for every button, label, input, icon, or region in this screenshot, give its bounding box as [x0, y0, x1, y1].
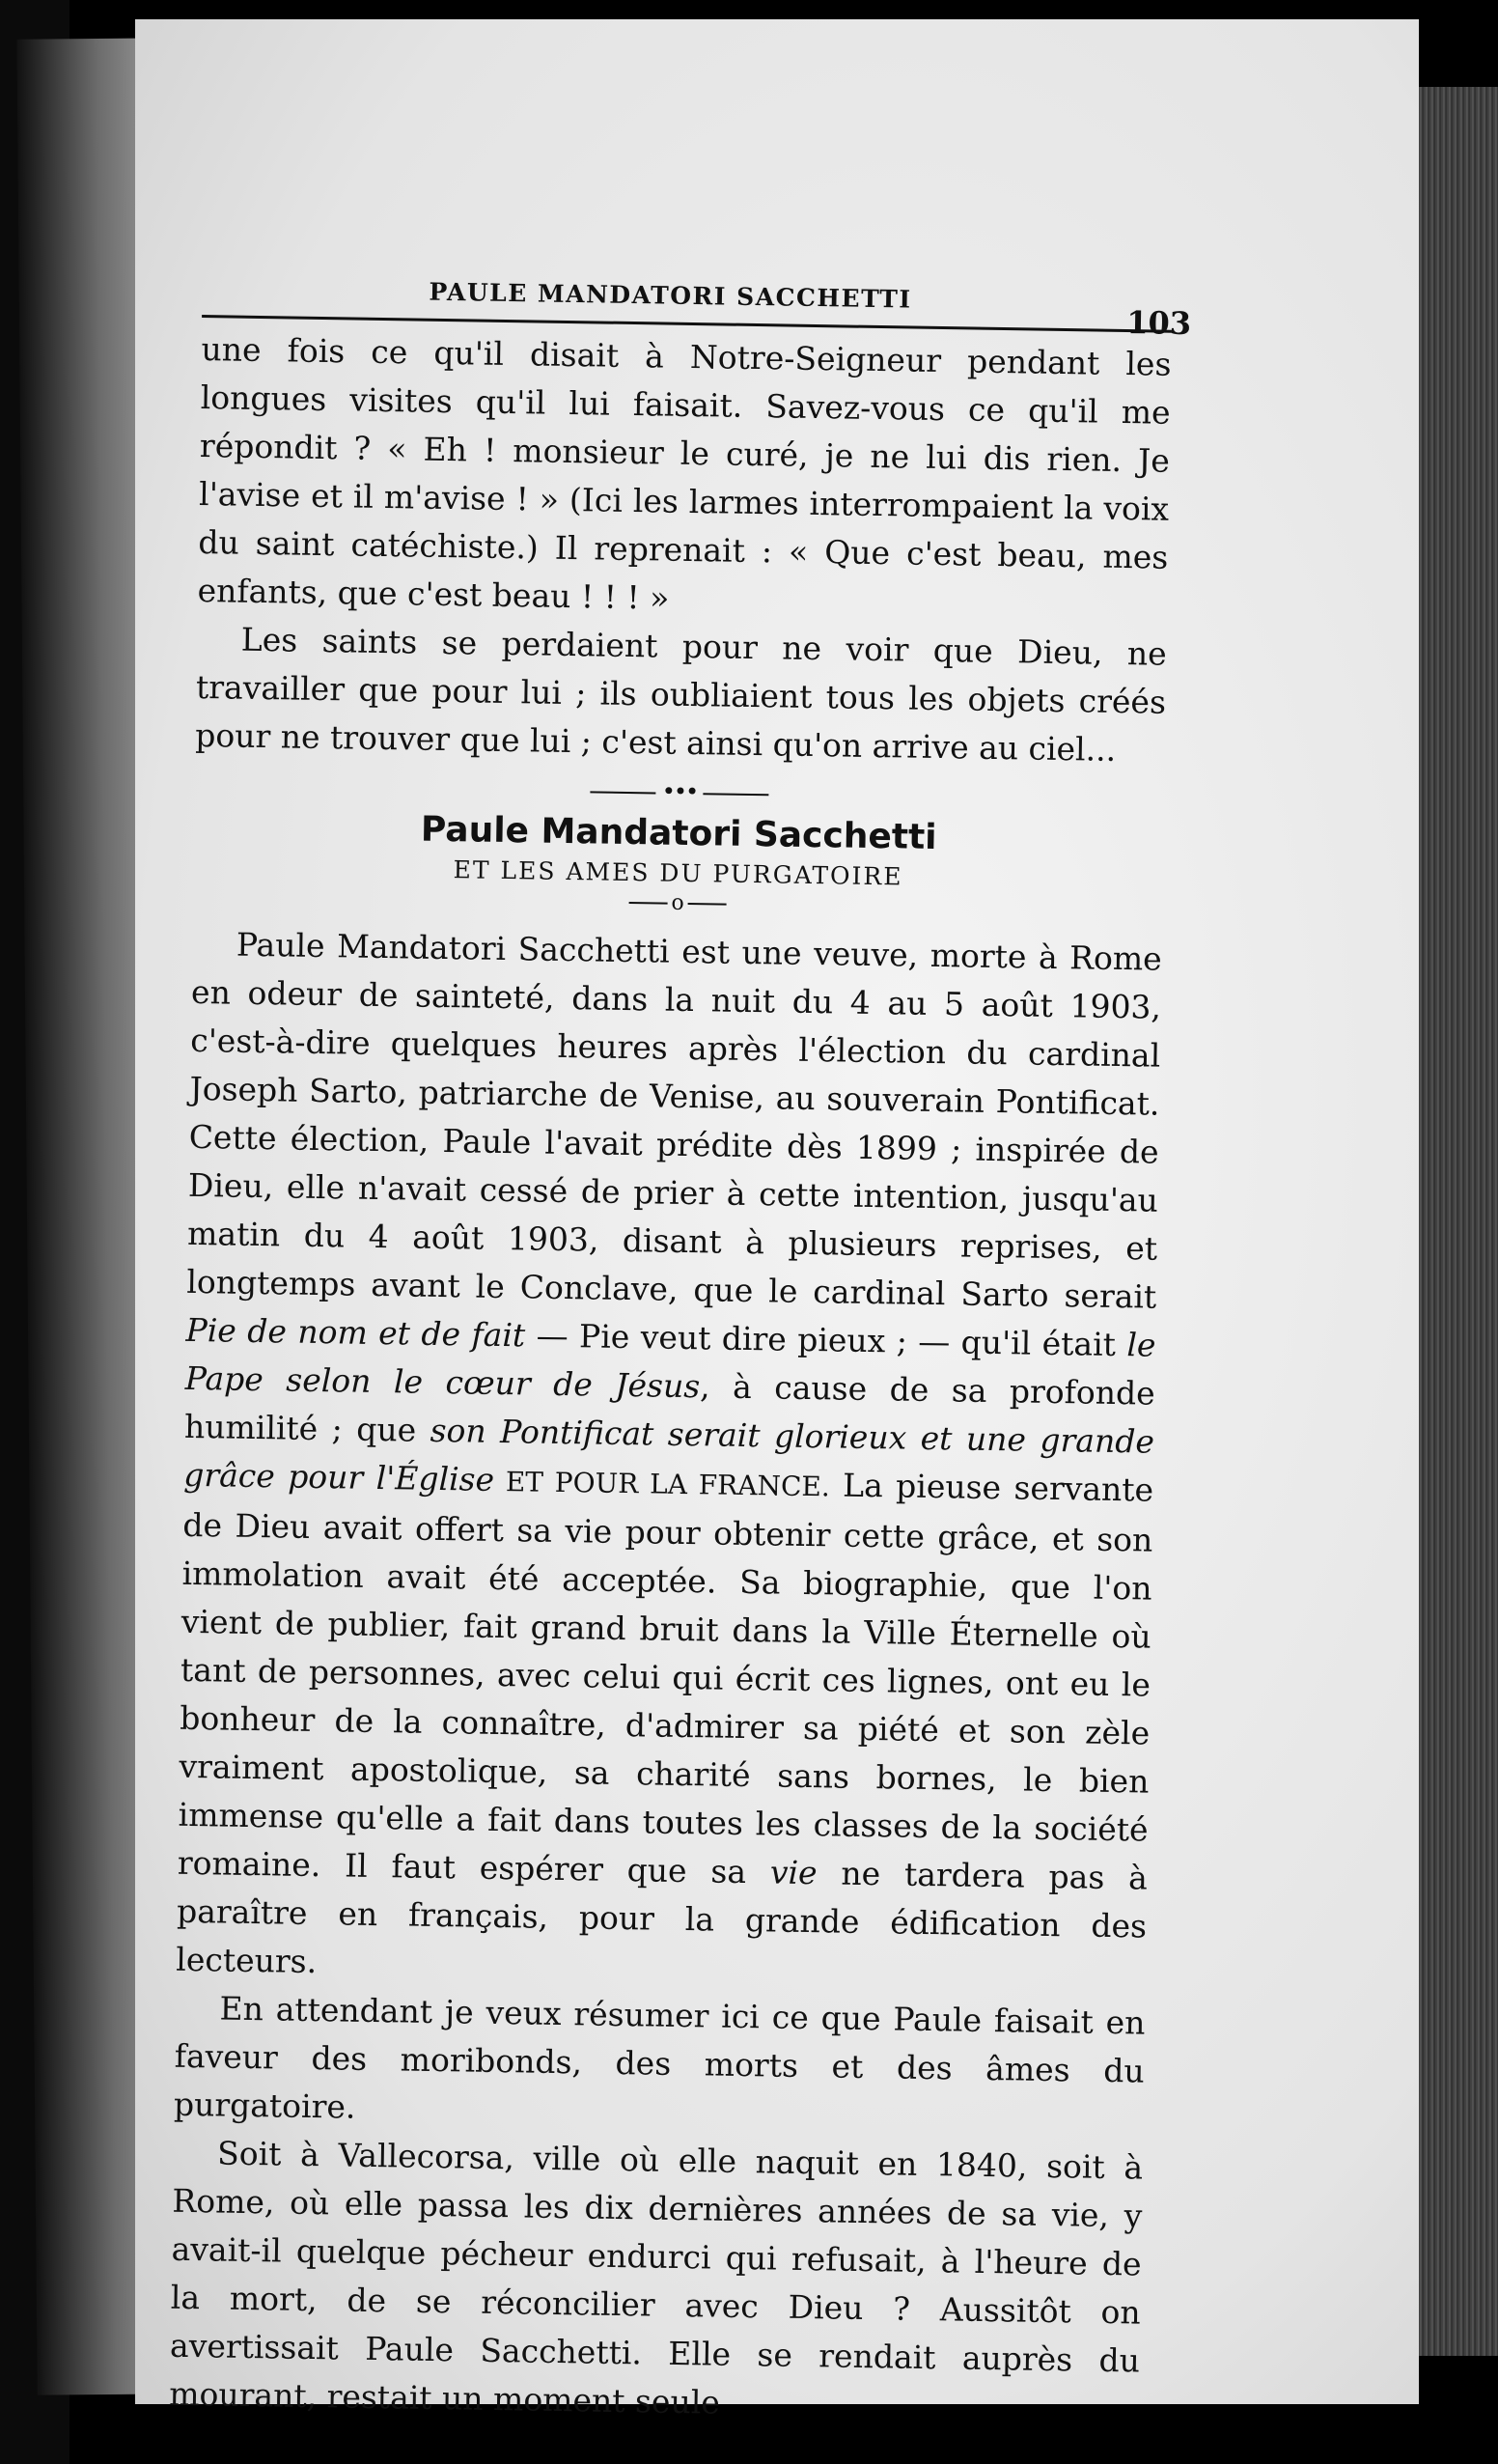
text-run: , à cause de sa profonde humilité ; que — [183, 1367, 1155, 1449]
page-number: 103 — [1126, 304, 1192, 343]
paragraph: Les saints se perdaient pour ne voir que Dieu, ne travailler que pour lui ; ils oubliaient tous les objets créés pour ne trouver que lui ; c'est ainsi qu'on arrive au ciel... — [194, 620, 1168, 769]
section-title: Paule Mandatori Sacchetti — [420, 809, 937, 858]
text-run: ne tardera pas à paraître en français, pour la grande édification des lecteurs. — [176, 1854, 1149, 1981]
page-content — [168, 261, 1192, 2434]
italic-run: son Pontificat serait glorieux et une grande grâce pour l'Église — [182, 1411, 1155, 1498]
page-stack-edge — [1419, 87, 1498, 2356]
italic-run: vie — [769, 1853, 818, 1892]
paragraph: En attendant je veux résumer ici ce que Paule faisait en faveur des moribonds, des morts et des âmes du purgatoire. — [173, 1989, 1146, 2126]
section-divider-ornament — [194, 770, 1164, 814]
small-caps-run: ET POUR LA FRANCE. — [493, 1465, 831, 1503]
italic-run: Pie de nom et de fait — [185, 1310, 526, 1355]
main-paragraph — [176, 920, 1162, 2000]
italic-run: le Pape selon le cœur de Jésus — [184, 1326, 1156, 1406]
text-run: — Pie veut dire pieux ; — qu'il était — [524, 1316, 1127, 1364]
divider-line — [628, 902, 667, 905]
divider-line — [703, 793, 768, 796]
divider-line — [591, 791, 656, 794]
text-run: Paule Mandatori Sacchetti est une veuve, morte à Rome en odeur de sainteté, dans la nuit du 4 au 5 août 1903, c'est-à-dire quelques heures après l'élection du cardinal Joseph Sarto, patriarche de Venise, au souverain Pontificat. Cette élection, Paule l'avait prédite dès 1899 ; inspirée de Dieu, elle n'avait cessé de prier à cette intention, jusqu'au matin du 4 août 1903, disant à plusieurs reprises, et longtemps avant le Conclave, que le cardinal Sarto serait — [186, 925, 1163, 1316]
running-title: PAULE MANDATORI SACCHETTI — [429, 277, 912, 314]
ornament-mark: o — [671, 890, 684, 915]
ornament-mark: ••• — [661, 777, 698, 806]
section-subtitle: ET LES AMES DU PURGATOIRE — [453, 855, 903, 891]
paragraph: une fois ce qu'il disait à Notre-Seigneur pendant les longues visites qu'il lui faisait. Savez-vous ce qu'il me répondit ? « Eh ! monsieur le curé, je ne lui dis rien. Je l'avise et il m'avise ! » (Ici les larmes interrompaient la voix du saint catéchiste.) Il reprenait : « Que c'est beau, mes enfants, que c'est beau ! ! ! » — [197, 329, 1172, 617]
paragraph: Soit à Vallecorsa, ville où elle naquit en 1840, soit à Rome, où elle passa les dix dernières années de sa vie, y avait-il quelque pécheur endurci qui refusait, à l'heure de la mort, de se réconcilier avec Dieu ? Aussitôt on avertissait Paule Sacchetti. Elle se rendait auprès du mourant, restait un moment seule — [168, 2134, 1144, 2422]
divider-line — [688, 903, 727, 906]
text-run: La pieuse servante de Dieu avait offert sa vie pour obtenir cette grâce, et son immolation avait été acceptée. Sa biographie, que l'on vient de publier, fait grand bruit dans la Ville Éternelle où tant de personnes, avec celui qui écrit ces lignes, ont eu le bonheur de la connaître, d'admirer sa piété et son zèle vraiment apostolique, sa charité sans bornes, le bien immense qu'elle a fait dans toutes les classes de la société romaine. Il faut espérer que sa — [177, 1466, 1154, 1891]
